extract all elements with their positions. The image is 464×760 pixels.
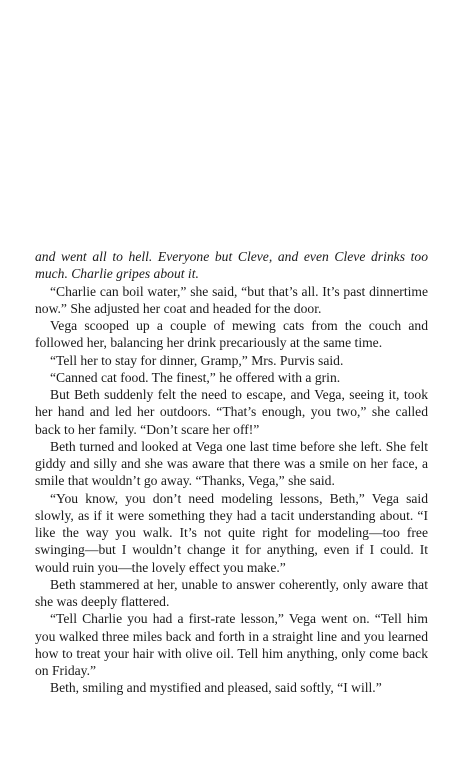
paragraph-2: “Charlie can boil water,” she said, “but that’s all. It’s past dinnertime now.” She adjusted her coat and headed for the door. bbox=[35, 283, 428, 316]
paragraph-8: “You know, you don’t need modeling lessons, Beth,” Vega said slowly, as if it were something they had a tacit understanding about. “I like the way you walk. It’s not quite right for modeling—too free swinging—but I wouldn’t change it for anything, even if I could. It would ruin you—the lovely effect you make.” bbox=[35, 490, 428, 575]
paragraph-7: Beth turned and looked at Vega one last time before she left. She felt giddy and silly and she was aware that there was a smile on her face, a smile that wouldn’t go away. “Thanks, Vega,” she said. bbox=[35, 438, 428, 489]
body-text bbox=[35, 248, 428, 697]
paragraph-10: “Tell Charlie you had a first-rate lesson,” Vega went on. “Tell him you walked three miles back and forth in a straight line and you learned how to treat your hair with olive oil. Tell him anything, only come back on Friday.” bbox=[35, 611, 428, 678]
paragraph-6: But Beth suddenly felt the need to escape, and Vega, seeing it, took her hand and led her outdoors. “That’s enough, you two,” she called back to her family. “Don’t scare her off!” bbox=[35, 387, 428, 437]
paragraph-1: and went all to hell. Everyone but Cleve, and even Cleve drinks too much. Charlie gripes about it. bbox=[35, 249, 428, 282]
paragraph-11: Beth, smiling and mystified and pleased, said softly, “I will.” bbox=[50, 680, 382, 696]
paragraph-5: “Canned cat food. The finest,” he offered with a grin. bbox=[50, 369, 341, 385]
paragraph-3: Vega scooped up a couple of mewing cats from the couch and followed her, balancing her drink precariously at the same time. bbox=[35, 318, 428, 351]
paragraph-9: Beth stammered at her, unable to answer coherently, only aware that she was deeply flattered. bbox=[35, 576, 428, 609]
paragraph-4: “Tell her to stay for dinner, Gramp,” Mrs. Purvis said. bbox=[50, 352, 344, 368]
